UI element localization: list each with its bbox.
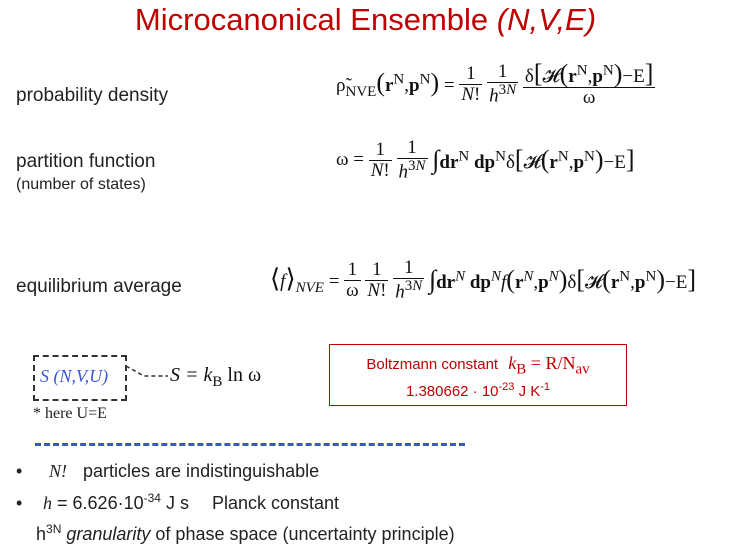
boltzmann-symbol-sub: B xyxy=(516,361,527,378)
boltzmann-eq-sub: av xyxy=(575,361,590,378)
title-text: Microcanonical Ensemble xyxy=(134,2,497,37)
entropy-kb-sub: B xyxy=(212,374,223,390)
probability-density-equation: $\rhõ_{NVE}(r^N,p^N)$ = $\frac{1}{N!}$ $\frac{1}{h^{3N}}$ $\frac{\delta[𝓗(r^N,p^N)-E]}{\omega}$ xyxy=(336,59,654,109)
bullet-item-planck xyxy=(16,491,339,514)
partition-function-label: partition function xyxy=(16,151,156,172)
planck-label: Planck constant xyxy=(211,493,340,513)
page-title xyxy=(0,2,731,38)
number-of-states-label: (number of states) xyxy=(16,176,146,193)
partition-function-equation: ω = $\frac{1}{N!}$ $\frac{1}{h^{3N}}$ $\int dr^N$ $dp^N\delta[𝓗(r^N,p^N)-E]$ xyxy=(336,137,635,183)
boltzmann-eq: = R/N xyxy=(526,353,576,373)
granularity-math-h: h xyxy=(36,524,47,544)
bullet-item-indistinguishable xyxy=(16,461,319,482)
planck-exp: -34 xyxy=(143,491,161,505)
entropy-connector xyxy=(124,362,170,382)
boltzmann-exp: -23 xyxy=(498,380,515,393)
entropy-boxed-text: S (N,V,U) xyxy=(40,366,109,386)
granularity-exp: 3N xyxy=(46,522,62,536)
probability-density-label: probability density xyxy=(16,85,169,106)
bullet-math-h: h xyxy=(43,493,53,513)
bullet-text-indistinguishable: particles are indistinguishable xyxy=(83,461,320,481)
entropy-equation xyxy=(170,364,261,391)
granularity-text: of phase space (uncertainty principle) xyxy=(150,524,455,544)
entropy-equation-tail: ln ω xyxy=(222,364,262,386)
bullet-math-n-factorial: N! xyxy=(49,461,68,481)
entropy-note: * here U=E xyxy=(33,405,107,422)
section-divider xyxy=(35,443,465,446)
boltzmann-value: 1.380662 · 10 xyxy=(405,382,499,400)
planck-value: = 6.626·10 xyxy=(52,493,144,513)
equilibrium-average-label: equilibrium average xyxy=(16,276,182,297)
boltzmann-symbol: k xyxy=(508,353,517,373)
boltzmann-label: Boltzmann constant xyxy=(366,356,499,373)
title-vars: (N,V,E) xyxy=(496,2,597,37)
bullet-dot-icon: • xyxy=(16,493,23,513)
granularity-italic: granularity xyxy=(66,524,151,544)
granularity-line xyxy=(36,522,455,545)
boltzmann-units-exp: -1 xyxy=(540,380,551,393)
boltzmann-units: J K xyxy=(514,382,541,400)
bullet-dot-icon: • xyxy=(16,461,23,481)
equilibrium-average-equation: $⟨f⟩_{NVE}$ = $\frac{1}{\omega}$ $\frac{1}{N!}$ $\frac{1}{h^{3N}}$ $\int dr^N$ $dp^Nf(r^N,p^N)\delta[𝓗(r^N,p^N)-E]$ xyxy=(270,257,696,303)
boltzmann-box xyxy=(329,344,627,406)
entropy-equation-lhs: S = k xyxy=(170,364,213,386)
planck-units: J s xyxy=(160,493,189,513)
